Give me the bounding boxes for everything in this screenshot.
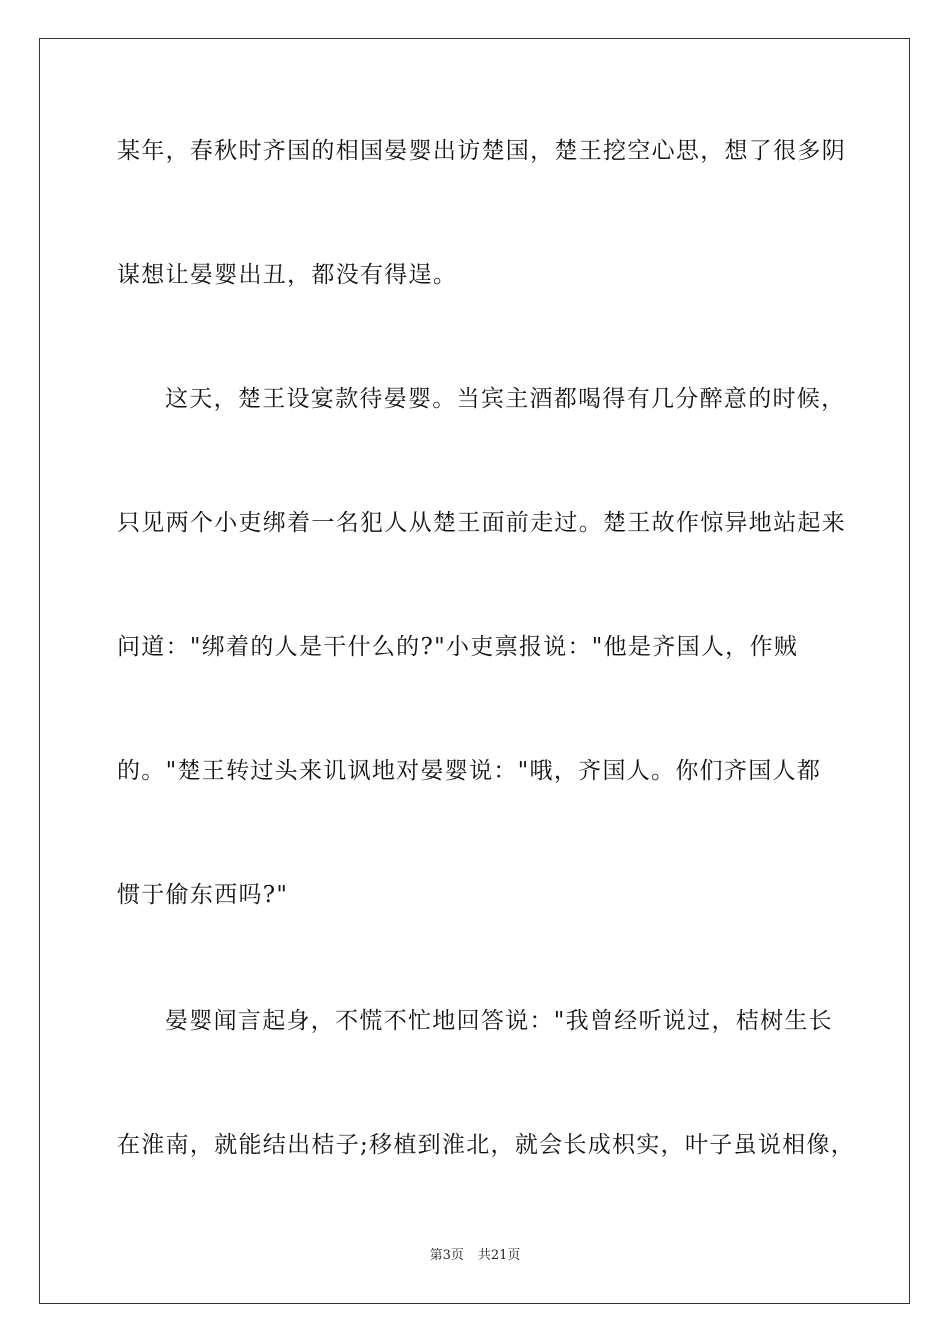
text-line: 惯于偷东西吗?" [117, 882, 289, 908]
text-line: 谋想让晏婴出丑，都没有得逞。 [117, 262, 458, 288]
text-line: 某年，春秋时齐国的相国晏婴出访楚国，楚王挖空心思，想了很多阴 [117, 138, 846, 164]
text-line: 晏婴闻言起身，不慌不忙地回答说："我曾经听说过，桔树生长 [165, 1008, 833, 1034]
text-line: 只见两个小吏绑着一名犯人从楚王面前走过。楚王故作惊异地站起来 [117, 510, 846, 536]
text-line: 的。"楚王转过头来讥讽地对晏婴说："哦，齐国人。你们齐国人都 [117, 758, 822, 784]
text-line: 在淮南，就能结出桔子;移植到淮北，就会长成枳实，叶子虽说相像， [117, 1132, 856, 1158]
page-number: 第3页 [429, 1248, 464, 1263]
text-line: 这天，楚王设宴款待晏婴。当宾主酒都喝得有几分醉意的时候， [165, 386, 846, 412]
text-line: 问道："绑着的人是干什么的?"小吏禀报说："他是齐国人，作贼 [117, 634, 799, 660]
page-footer [0, 1247, 950, 1265]
page-total: 共21页 [477, 1248, 521, 1263]
page-frame [39, 38, 910, 1304]
